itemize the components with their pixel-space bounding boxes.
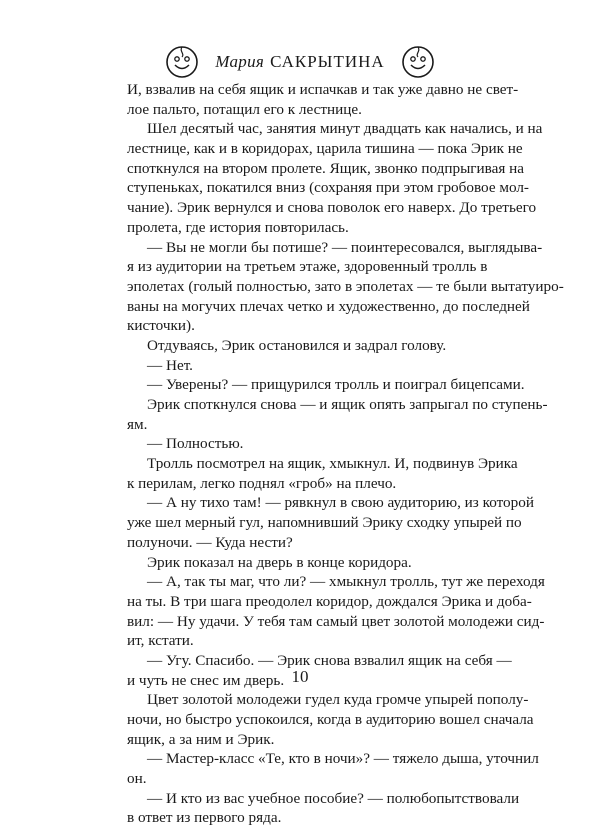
text-line: эполетах (голый полностью, зато в эполетах — те были вытатуиро-: [127, 277, 564, 295]
text-line: и чуть не снес им дверь.: [127, 671, 285, 689]
text-line: в ответ из первого ряда.: [127, 809, 282, 827]
text-line: — А, так ты маг, что ли? — хмыкнул тролль, тут же переходя: [147, 573, 545, 591]
text-line: Цвет золотой молодежи гудел куда громче упырей пополу-: [147, 691, 529, 709]
text-line: — Уверены? — прищурился тролль и поиграл бицепсами.: [147, 376, 525, 394]
page-number: 10: [291, 667, 309, 686]
text-line: ям.: [127, 415, 148, 433]
text-line: ночи, но быстро успокоился, когда в аудиторию вошел сначала: [127, 711, 534, 728]
text-line: он.: [127, 770, 147, 788]
text-line: лое пальто, потащил его к лестнице.: [127, 100, 362, 118]
running-header: [0, 42, 600, 82]
text-line: чание). Эрик вернулся и снова поволок его наверх. До третьего: [127, 199, 537, 217]
author-first-name: Мария: [215, 52, 265, 71]
smiley-face-icon: [165, 45, 199, 79]
text-line: ваны на могучих плечах четко и художественно, до последней: [127, 297, 530, 315]
body-text: [127, 80, 564, 828]
text-line: вил: — Ну удачи. У тебя там самый цвет золотой молодежи сид-: [127, 612, 545, 630]
text-line: — И кто из вас учебное пособие? — полюбопытствовали: [147, 789, 520, 807]
text-line: Тролль посмотрел на ящик, хмыкнул. И, подвинув Эрика: [147, 455, 518, 473]
text-line: кисточки).: [127, 317, 195, 335]
text-line: И, взвалив на себя ящик и испачкав и так уже давно не свет-: [127, 81, 519, 98]
text-line: полуночи. — Куда нести?: [127, 533, 293, 551]
text-line: ящик, а за ним и Эрик.: [127, 730, 275, 748]
text-line: — Угу. Спасибо. — Эрик снова взвалил ящик на себя —: [147, 651, 512, 669]
text-line: пролета, где история повторилась.: [127, 218, 349, 236]
text-line: я из аудитории на третьем этаже, здоровенный тролль в: [127, 258, 488, 276]
text-line: на ты. В три шага преодолел коридор, дождался Эрика и доба-: [127, 592, 532, 610]
text-line: — Мастер-класс «Те, кто в ночи»? — тяжело дыша, уточнил: [147, 750, 539, 768]
text-line: Эрик споткнулся снова — и ящик опять запрыгал по ступень-: [147, 396, 548, 413]
text-line: к перилам, легко поднял «гроб» на плечо.: [127, 474, 397, 492]
text-line: — А ну тихо там! — рявкнул в свою аудиторию, из которой: [147, 494, 534, 512]
smiley-face-icon: [401, 45, 435, 79]
text-line: — Нет.: [147, 356, 193, 374]
text-line: споткнулся на втором пролете. Ящик, звонко подпрыгивая на: [127, 159, 525, 177]
author-name: [215, 52, 384, 72]
text-line: Шел десятый час, занятия минут двадцать как начались, и на: [147, 120, 543, 138]
text-line: ит, кстати.: [127, 632, 194, 650]
text-line: ступеньках, покатился вниз (сохраняя при этом гробовое мол-: [127, 179, 529, 197]
author-last-name: САКРЫТИНА: [270, 52, 385, 71]
text-line: Отдуваясь, Эрик остановился и задрал голову.: [147, 336, 447, 354]
text-line: уже шел мерный гул, напомнивший Эрику сходку упырей по: [127, 514, 522, 532]
text-line: лестнице, как и в коридорах, царила тишина — пока Эрик не: [127, 140, 523, 158]
text-line: — Вы не могли бы потише? — поинтересовался, выглядыва-: [147, 238, 543, 256]
text-line: — Полностью.: [147, 435, 244, 453]
text-line: Эрик показал на дверь в конце коридора.: [147, 553, 412, 571]
